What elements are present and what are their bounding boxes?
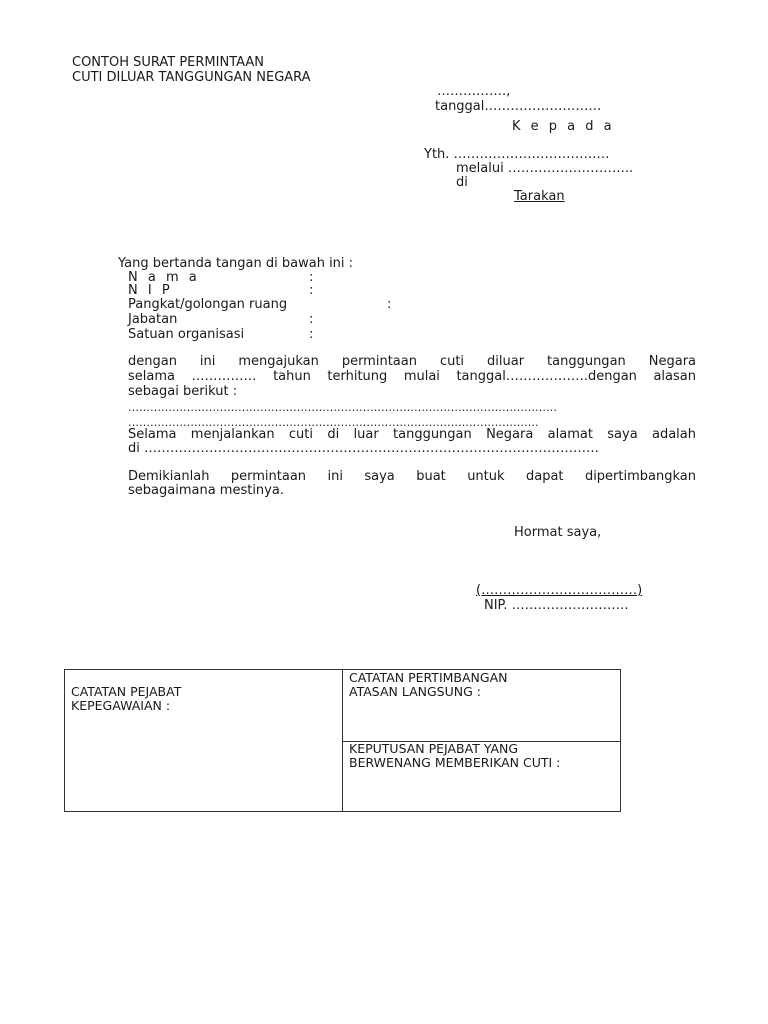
closing-line-1: Demikianlah permintaan ini saya buat untuk dapat dipertimbangkan xyxy=(128,469,696,484)
field-label-jabatan: Jabatan xyxy=(128,312,178,327)
address-line-1: Selama menjalankan cuti di luar tanggungan Negara alamat saya adalah xyxy=(128,427,696,442)
field-colon-satuan: : xyxy=(309,327,314,342)
field-colon-jabatan: : xyxy=(309,312,314,327)
reason-dots-2: …………………………………………………………………………………………………. xyxy=(128,416,539,429)
field-label-satuan: Satuan organisasi xyxy=(128,327,245,342)
supervisor-notes-label-2: ATASAN LANGSUNG : xyxy=(349,684,481,699)
field-colon-nama: : xyxy=(309,270,314,285)
address-line-2: di …………………………………………………………………………………………… xyxy=(128,442,599,456)
body-line-2: selama …………… tahun terhitung mulai tanggal……………….dengan alasan xyxy=(128,369,696,384)
body-line-1: dengan ini mengajukan permintaan cuti diluar tanggungan Negara xyxy=(128,354,696,369)
signatory-nip: NIP. ……………………… xyxy=(484,598,629,613)
place-field: ……………., xyxy=(437,84,511,99)
recipient-di: di xyxy=(456,175,468,190)
staff-officer-notes-label-2: KEPEGAWAIAN : xyxy=(71,698,171,713)
reason-dots-1: ……………………………………………………………………………………………………… xyxy=(128,401,557,414)
decision-label-2: BERWENANG MEMBERIKAN CUTI : xyxy=(349,755,561,770)
staff-officer-notes-label-1: CATATAN PEJABAT xyxy=(71,684,182,699)
recipient-via: melalui ……………………….. xyxy=(456,161,634,176)
sign-off: Hormat saya, xyxy=(514,525,602,540)
recipient-yth: Yth. ……………………………… xyxy=(424,147,610,162)
field-label-pangkat: Pangkat/golongan ruang xyxy=(128,297,288,312)
field-colon-pangkat: : xyxy=(387,297,392,312)
letter-heading-line2: CUTI DILUAR TANGGUNGAN NEGARA xyxy=(72,70,311,85)
signatory-name: (………………………………) xyxy=(476,583,643,598)
notes-table xyxy=(64,669,621,812)
recipient-city: Tarakan xyxy=(514,189,565,204)
body-line-3: sebagai berikut : xyxy=(128,384,238,399)
kepada-label: K e p a d a xyxy=(512,119,615,134)
decision-label-1: KEPUTUSAN PEJABAT YANG xyxy=(349,741,519,756)
date-field: tanggal……………………… xyxy=(435,99,602,114)
field-colon-nip: : xyxy=(309,283,314,298)
field-label-nama: N a m a xyxy=(128,270,200,285)
field-label-nip: N I P xyxy=(128,283,173,298)
letter-heading-line1: CONTOH SURAT PERMINTAAN xyxy=(72,55,265,70)
intro-text: Yang bertanda tangan di bawah ini : xyxy=(118,256,354,271)
supervisor-notes-label-1: CATATAN PERTIMBANGAN xyxy=(349,670,508,685)
closing-line-2: sebagaimana mestinya. xyxy=(128,483,284,498)
